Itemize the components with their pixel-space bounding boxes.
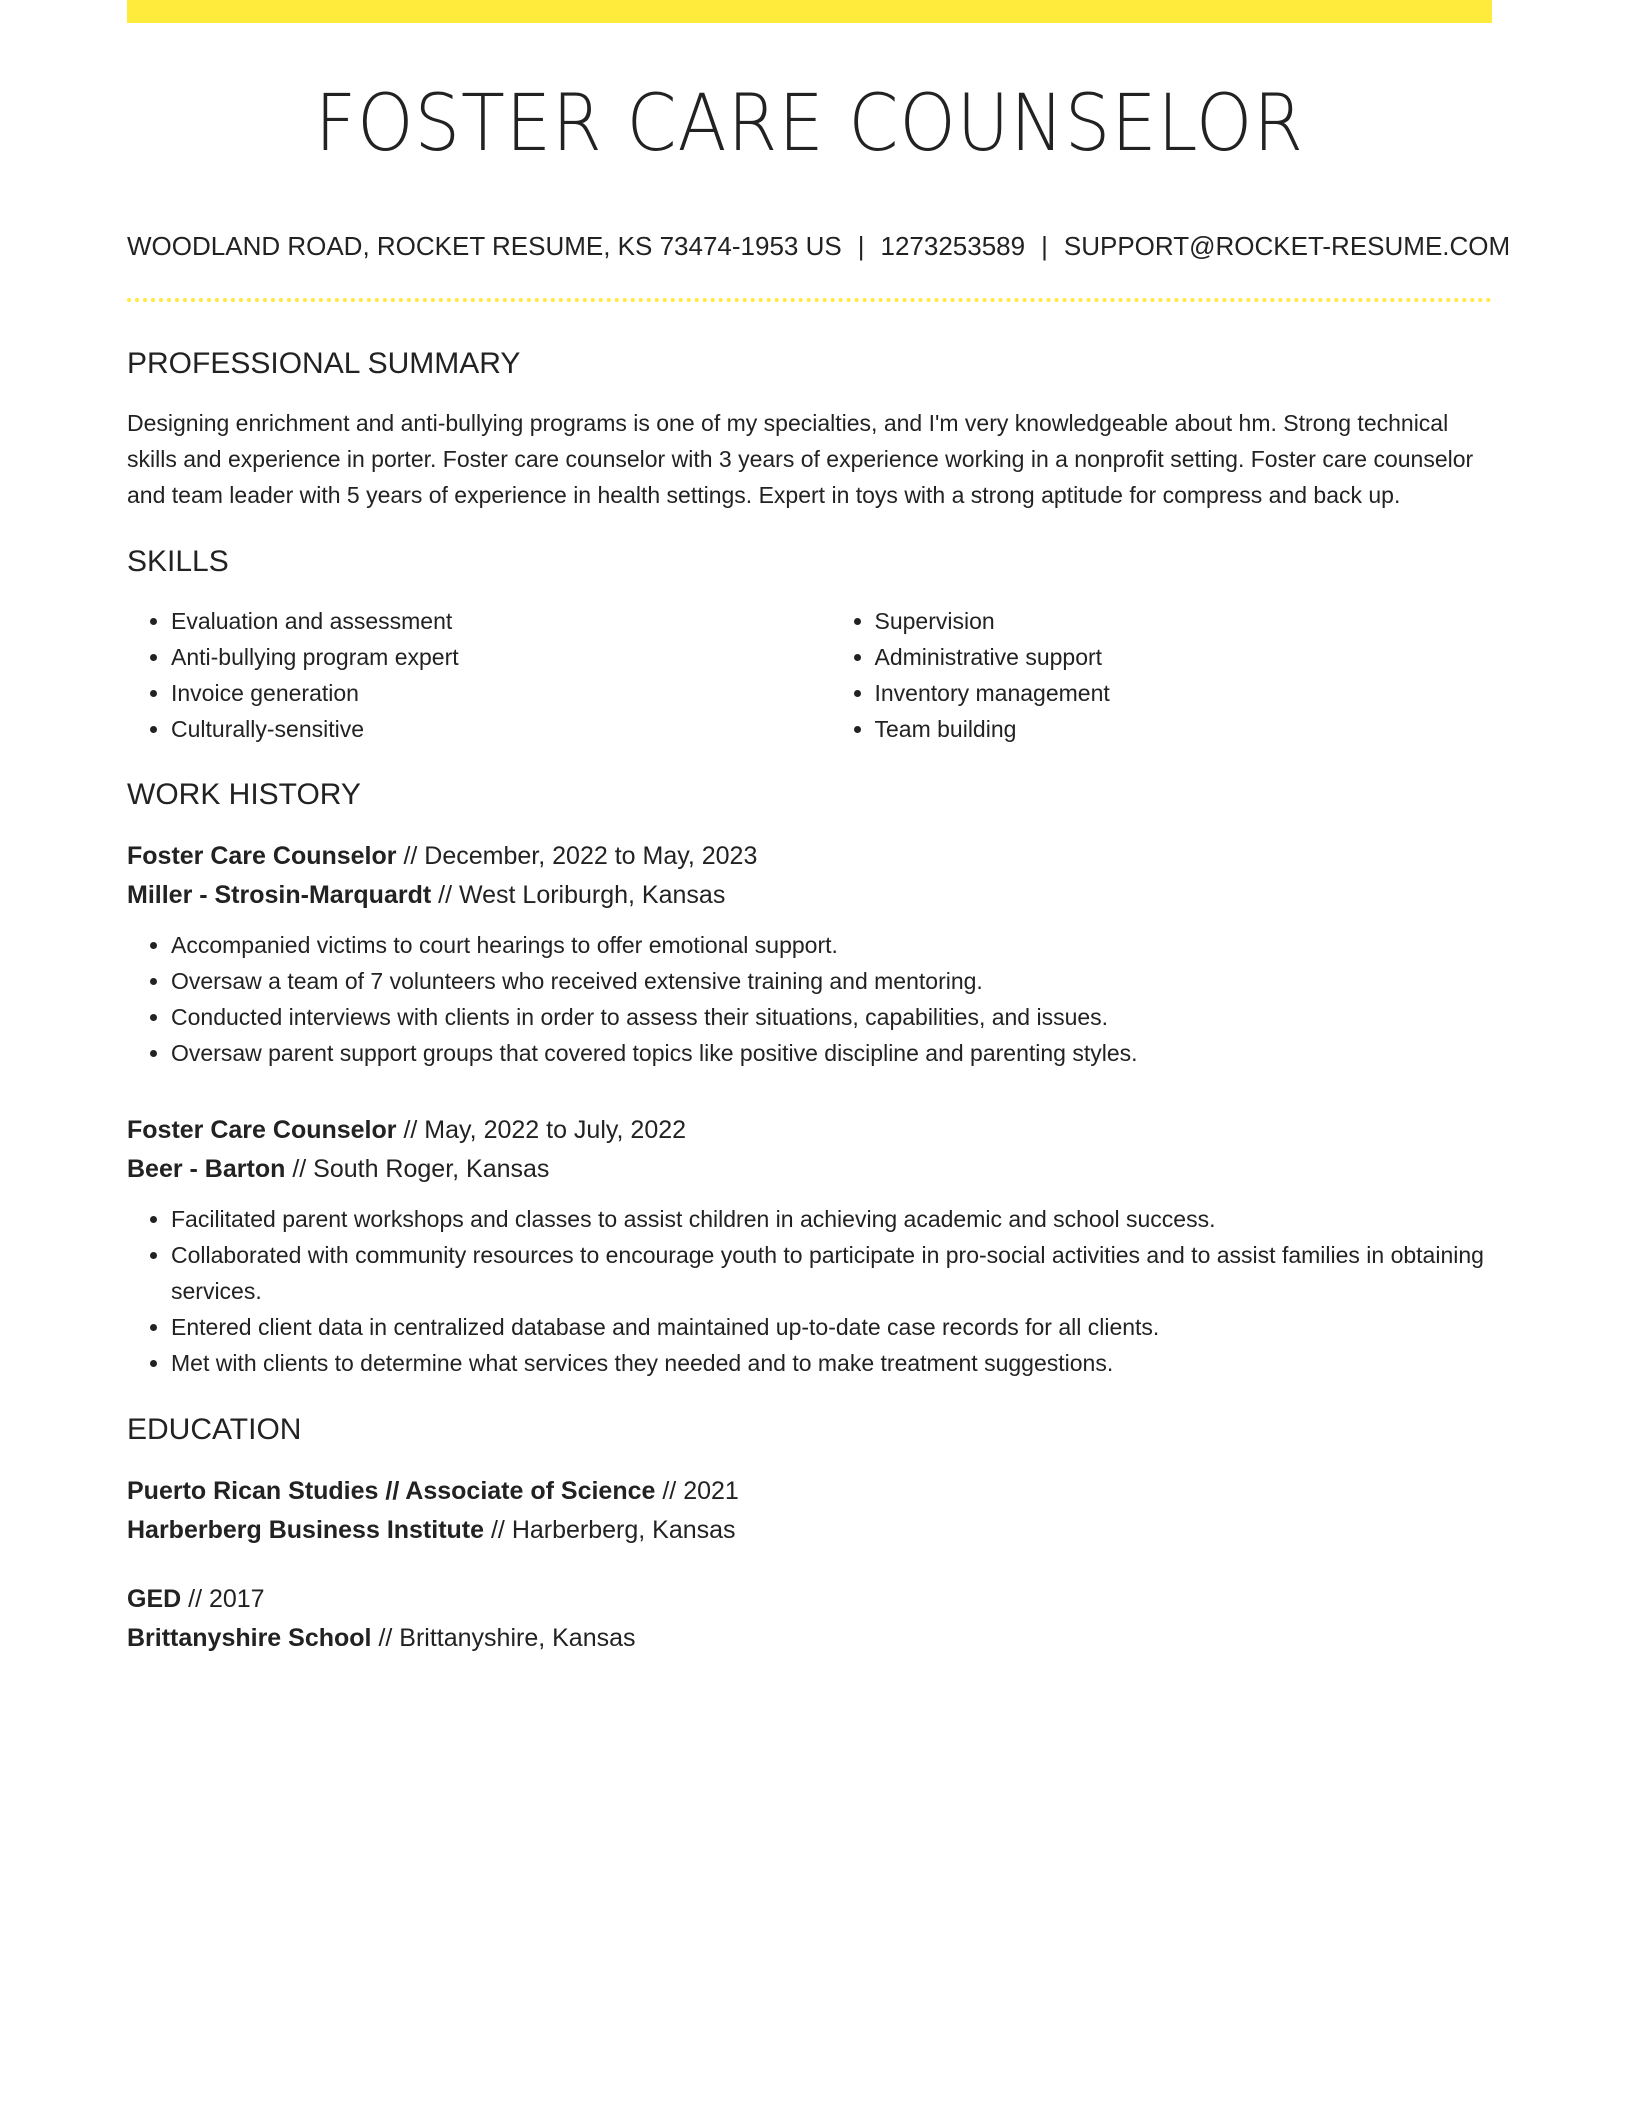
job-duty: • Oversaw a team of 7 volunteers who received extensive training and mentoring. [171, 963, 1492, 999]
skills-column-right [831, 603, 1493, 747]
edu-degree-line [127, 1472, 1492, 1511]
edu-school-line [127, 1511, 1492, 1550]
job-role-line [127, 837, 1492, 876]
job-location: // West Loriburgh, Kansas [431, 881, 726, 909]
skill-item: • Invoice generation [171, 675, 789, 711]
skill-item: • Evaluation and assessment [171, 603, 789, 639]
edu-degree-line [127, 1580, 1492, 1619]
edu-degree: GED [127, 1585, 182, 1613]
job-company-line [127, 876, 1492, 915]
resume-page [127, 0, 1511, 1658]
job-role: Foster Care Counselor [127, 1116, 397, 1144]
edu-year: // 2017 [181, 1585, 265, 1613]
contact-email: SUPPORT@ROCKET-RESUME.COM [1063, 231, 1511, 261]
skill-item: • Culturally-sensitive [171, 711, 789, 747]
job-company: Miller - Strosin-Marquardt [127, 881, 432, 909]
job-duty: • Met with clients to determine what services they needed and to make treatment suggestions. [171, 1345, 1492, 1381]
contact-separator: | [857, 231, 865, 261]
header-divider [127, 298, 1492, 302]
edu-school-line [127, 1619, 1492, 1658]
summary-text: Designing enrichment and anti-bullying programs is one of my specialties, and I'm very knowledgeable about hm. Strong technical skills and experience in porter. Foster care counselor with 3 years of experience working in a nonprofit setting. Foster care counselor and team leader with 5 years of experience in health settings. Expert in toys with a strong aptitude for compress and back up. [127, 410, 1474, 508]
job-company: Beer - Barton [127, 1155, 286, 1183]
edu-school: Brittanyshire School [127, 1624, 372, 1652]
edu-location: // Harberberg, Kansas [484, 1516, 736, 1544]
job-dates: // December, 2022 to May, 2023 [396, 842, 758, 870]
accent-bar [127, 0, 1492, 23]
skills-heading: SKILLS [127, 545, 229, 578]
job-duties [127, 1201, 1492, 1381]
education-entry [127, 1472, 1492, 1550]
education-entry [127, 1580, 1492, 1658]
job-entry [127, 837, 1492, 1071]
skill-item: • Anti-bullying program expert [171, 639, 789, 675]
job-role-line [127, 1111, 1492, 1150]
job-duties [127, 927, 1492, 1071]
job-duty: • Accompanied victims to court hearings to offer emotional support. [171, 927, 1492, 963]
summary-heading: PROFESSIONAL SUMMARY [127, 347, 521, 380]
education-heading: EDUCATION [127, 1413, 302, 1446]
skill-item: • Inventory management [875, 675, 1493, 711]
job-duty: • Conducted interviews with clients in order to assess their situations, capabilities, and issues. [171, 999, 1492, 1035]
edu-year: // 2021 [655, 1477, 739, 1505]
edu-school: Harberberg Business Institute [127, 1516, 485, 1544]
skill-item: • Administrative support [875, 639, 1493, 675]
job-duty: • Collaborated with community resources to encourage youth to participate in pro-social activities and to assist families in obtaining services. [171, 1237, 1492, 1309]
job-entry [127, 1111, 1492, 1381]
contact-separator: | [1041, 231, 1048, 261]
edu-degree: Puerto Rican Studies // Associate of Science [127, 1477, 656, 1505]
work-history-heading: WORK HISTORY [127, 778, 361, 811]
job-location: // South Roger, Kansas [285, 1155, 550, 1183]
skills-column-left [127, 603, 789, 747]
contact-address: WOODLAND ROAD, ROCKET RESUME, KS 73474-1953 US [127, 231, 842, 261]
job-company-line [127, 1150, 1492, 1189]
candidate-title: FOSTER CARE COUNSELOR [314, 79, 1305, 169]
job-dates: // May, 2022 to July, 2022 [396, 1116, 687, 1144]
edu-location: // Brittanyshire, Kansas [371, 1624, 636, 1652]
skills-list [127, 603, 1492, 747]
job-role: Foster Care Counselor [127, 842, 397, 870]
job-duty: • Oversaw parent support groups that covered topics like positive discipline and parenting styles. [171, 1035, 1492, 1071]
skill-item: • Team building [875, 711, 1493, 747]
skill-item: • Supervision [875, 603, 1493, 639]
contact-phone: 1273253589 [880, 231, 1026, 261]
job-duty: • Entered client data in centralized database and maintained up-to-date case records for all clients. [171, 1309, 1492, 1345]
contact-line [127, 231, 1511, 261]
job-duty: • Facilitated parent workshops and classes to assist children in achieving academic and school success. [171, 1201, 1492, 1237]
